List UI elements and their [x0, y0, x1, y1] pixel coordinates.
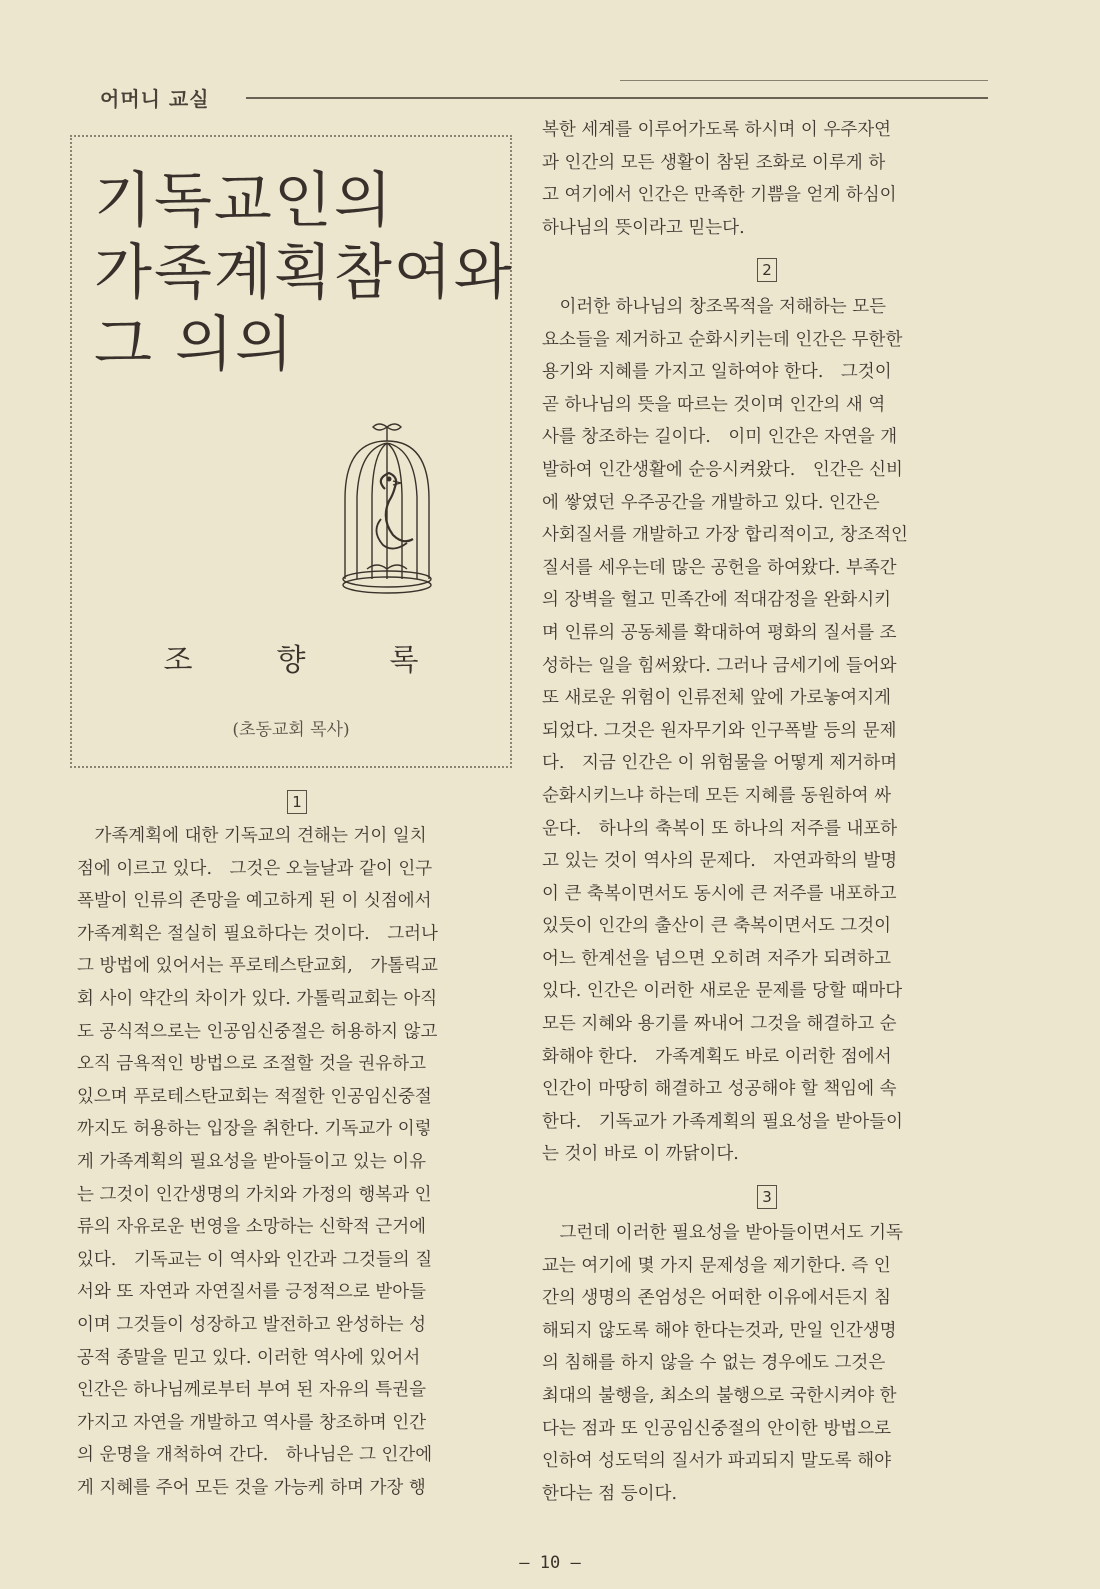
- text-line: 의 운명을 개척하여 간다. 하나님은 그 인간에: [77, 1445, 433, 1466]
- text-line: 모든 지혜와 용기를 짜내어 그것을 해결하고 순: [542, 1014, 897, 1035]
- title-line-2: 가족계획참여와: [94, 238, 514, 308]
- text-line: 공적 종말을 믿고 있다. 이러한 역사에 있어서: [77, 1347, 421, 1368]
- text-line: 사를 창조하는 길이다. 이미 인간은 자연을 개: [542, 427, 898, 448]
- text-line: 폭발이 인류의 존망을 예고하게 된 이 싯점에서: [77, 891, 432, 912]
- page-number: — 10 —: [519, 1553, 581, 1573]
- text-line: 사회질서를 개발하고 가장 합리적이고, 창조적인: [542, 525, 908, 546]
- text-line: 있다. 인간은 이러한 새로운 문제를 당할 때마다: [542, 981, 903, 1002]
- author-char-1: 조: [163, 643, 193, 678]
- section-marker-3: 3: [757, 1185, 777, 1209]
- author-char-2: 향: [276, 643, 306, 678]
- text-line: 있듯이 인간의 출산이 큰 축복이면서도 그것이: [542, 916, 892, 937]
- section-marker-1: 1: [287, 790, 307, 814]
- text-line: 순화시키느냐 하는데 모든 지혜를 동원하여 싸: [542, 785, 892, 806]
- text-line: 다는 점과 또 인공임신중절의 안이한 방법으로: [542, 1418, 892, 1439]
- text-line: 며 인류의 공동체를 확대하여 평화의 질서를 조: [542, 622, 897, 643]
- text-line: 게 지혜를 주어 모든 것을 가능케 하며 가장 행: [77, 1477, 426, 1498]
- text-line: 있으며 푸로테스탄교회는 적절한 인공임신중절: [77, 1086, 432, 1107]
- text-line: 이러한 하나님의 창조목적을 저해하는 모든: [542, 297, 887, 317]
- text-line: 발하여 인간생활에 순응시켜왔다. 인간은 신비: [542, 459, 903, 480]
- author-affiliation: (초동교회 목사): [232, 720, 350, 740]
- text-line: 한다. 기독교가 가족계획의 필요성을 받아들이: [542, 1111, 903, 1132]
- text-line: 점에 이르고 있다. 그것은 오늘날과 같이 인구: [77, 858, 433, 879]
- text-line: 또 새로운 위험이 인류전체 앞에 가로놓여지게: [542, 688, 892, 709]
- text-line: 용기와 지혜를 가지고 일하여야 한다. 그것이: [542, 362, 892, 383]
- text-line: 의 침해를 하지 않을 수 없는 경우에도 그것은: [542, 1353, 886, 1374]
- right-column-intro: [542, 114, 992, 244]
- text-line: 서와 또 자연과 자연질서를 긍정적으로 받아들: [77, 1282, 427, 1303]
- text-line: 되었다. 그것은 원자무기와 인구폭발 등의 문제: [542, 720, 897, 741]
- text-line: 에 쌓였던 우주공간을 개발하고 있다. 인간은: [542, 492, 880, 513]
- text-line: 고 있는 것이 역사의 문제다. 자연과학의 발명: [542, 851, 898, 872]
- article-title: [94, 165, 514, 381]
- section-header: 어머니 교실: [100, 87, 210, 111]
- header-rule-upper: [620, 80, 988, 81]
- text-line: 인간이 마땅히 해결하고 성공해야 할 책임에 속: [542, 1079, 897, 1100]
- text-line: 이 큰 축복이면서도 동시에 큰 저주를 내포하고: [542, 883, 897, 904]
- birdcage-illustration: [327, 419, 447, 599]
- title-line-3: 그 의의: [94, 310, 295, 380]
- text-line: 의 장벽을 헐고 민족간에 적대감정을 완화시키: [542, 590, 892, 611]
- text-line: 오직 금욕적인 방법으로 조절할 것을 권유하고: [77, 1054, 427, 1075]
- text-line: 해되지 않도록 해야 한다는것과, 만일 인간생명: [542, 1320, 897, 1341]
- text-line: 어느 한계선을 넘으면 오히려 저주가 되려하고: [542, 948, 892, 969]
- author-char-3: 록: [389, 643, 419, 678]
- text-line: 성하는 일을 힘써왔다. 그러나 금세기에 들어와: [542, 655, 897, 676]
- author-name: [72, 635, 510, 679]
- text-line: 인간은 하나님께로부터 부여 된 자유의 특권을: [77, 1380, 427, 1401]
- text-line: 회 사이 약간의 차이가 있다. 가톨릭교회는 아직: [77, 988, 438, 1009]
- section-marker-2: 2: [757, 258, 777, 282]
- header-rule: [246, 97, 988, 99]
- text-line: 는 그것이 인간생명의 가치와 가정의 행복과 인: [77, 1184, 432, 1205]
- left-column-text: [77, 820, 517, 1504]
- text-line: 있다. 기독교는 이 역사와 인간과 그것들의 질: [77, 1249, 433, 1270]
- text-line: 하나님의 뜻이라고 믿는다.: [542, 217, 745, 238]
- text-line: 한다는 점 등이다.: [542, 1483, 678, 1504]
- text-line: 류의 자유로운 번영을 소망하는 신학적 근거에: [77, 1217, 427, 1238]
- text-line: 요소들을 제거하고 순화시키는데 인간은 무한한: [542, 329, 903, 350]
- text-line: 곧 하나님의 뜻을 따르는 것이며 인간의 새 역: [542, 394, 886, 415]
- text-line: 교는 여기에 몇 가지 문제성을 제기한다. 즉 인: [542, 1255, 891, 1276]
- text-line: 다. 지금 인간은 이 위험물을 어떻게 제거하며: [542, 753, 898, 774]
- text-line: 그런데 이러한 필요성을 받아들이면서도 기독: [542, 1223, 903, 1243]
- text-line: 과 인간의 모든 생활이 참된 조화로 이루게 하: [542, 152, 886, 173]
- text-line: 인하여 성도덕의 질서가 파괴되지 말도록 해야: [542, 1451, 892, 1472]
- text-line: 는 것이 바로 이 까닭이다.: [542, 1144, 739, 1165]
- text-line: 가족계획은 절실히 필요하다는 것이다. 그러나: [77, 923, 438, 944]
- text-line: 복한 세계를 이루어가도록 하시며 이 우주자연: [542, 120, 892, 140]
- text-line: 운다. 하나의 축복이 또 하나의 저주를 내포하: [542, 818, 898, 839]
- text-line: 고 여기에서 인간은 만족한 기쁨을 얻게 하심이: [542, 185, 897, 206]
- text-line: 게 가족계획의 필요성을 받아들이고 있는 이유: [77, 1151, 427, 1172]
- title-line-1: 기독교인의: [94, 166, 394, 236]
- text-line: 가족계획에 대한 기독교의 견해는 거이 일치: [77, 826, 427, 846]
- text-line: 이며 그것들이 성장하고 발전하고 완성하는 성: [77, 1314, 427, 1335]
- text-line: 가지고 자연을 개발하고 역사를 창조하며 인간: [77, 1412, 427, 1433]
- text-line: 질서를 세우는데 많은 공헌을 하여왔다. 부족간: [542, 557, 897, 578]
- text-line: 화해야 한다. 가족계획도 바로 이러한 점에서: [542, 1046, 892, 1067]
- text-line: 간의 생명의 존엄성은 어떠한 이유에서든지 침: [542, 1288, 892, 1309]
- text-line: 까지도 허용하는 입장을 취한다. 기독교가 이렇: [77, 1119, 432, 1140]
- section-marker-3-wrap: [542, 1185, 992, 1209]
- text-line: 그 방법에 있어서는 푸로테스탄교회, 가톨릭교: [77, 956, 438, 977]
- text-line: 도 공식적으로는 인공임신중절은 허용하지 않고: [77, 1021, 438, 1042]
- section-marker-1-wrap: [77, 790, 517, 814]
- text-line: 최대의 불행을, 최소의 불행으로 국한시켜야 한: [542, 1385, 897, 1406]
- right-column-section-3: [542, 1217, 992, 1510]
- section-marker-2-wrap: [542, 258, 992, 282]
- right-column-section-2: [542, 291, 992, 1171]
- title-box: [70, 135, 512, 768]
